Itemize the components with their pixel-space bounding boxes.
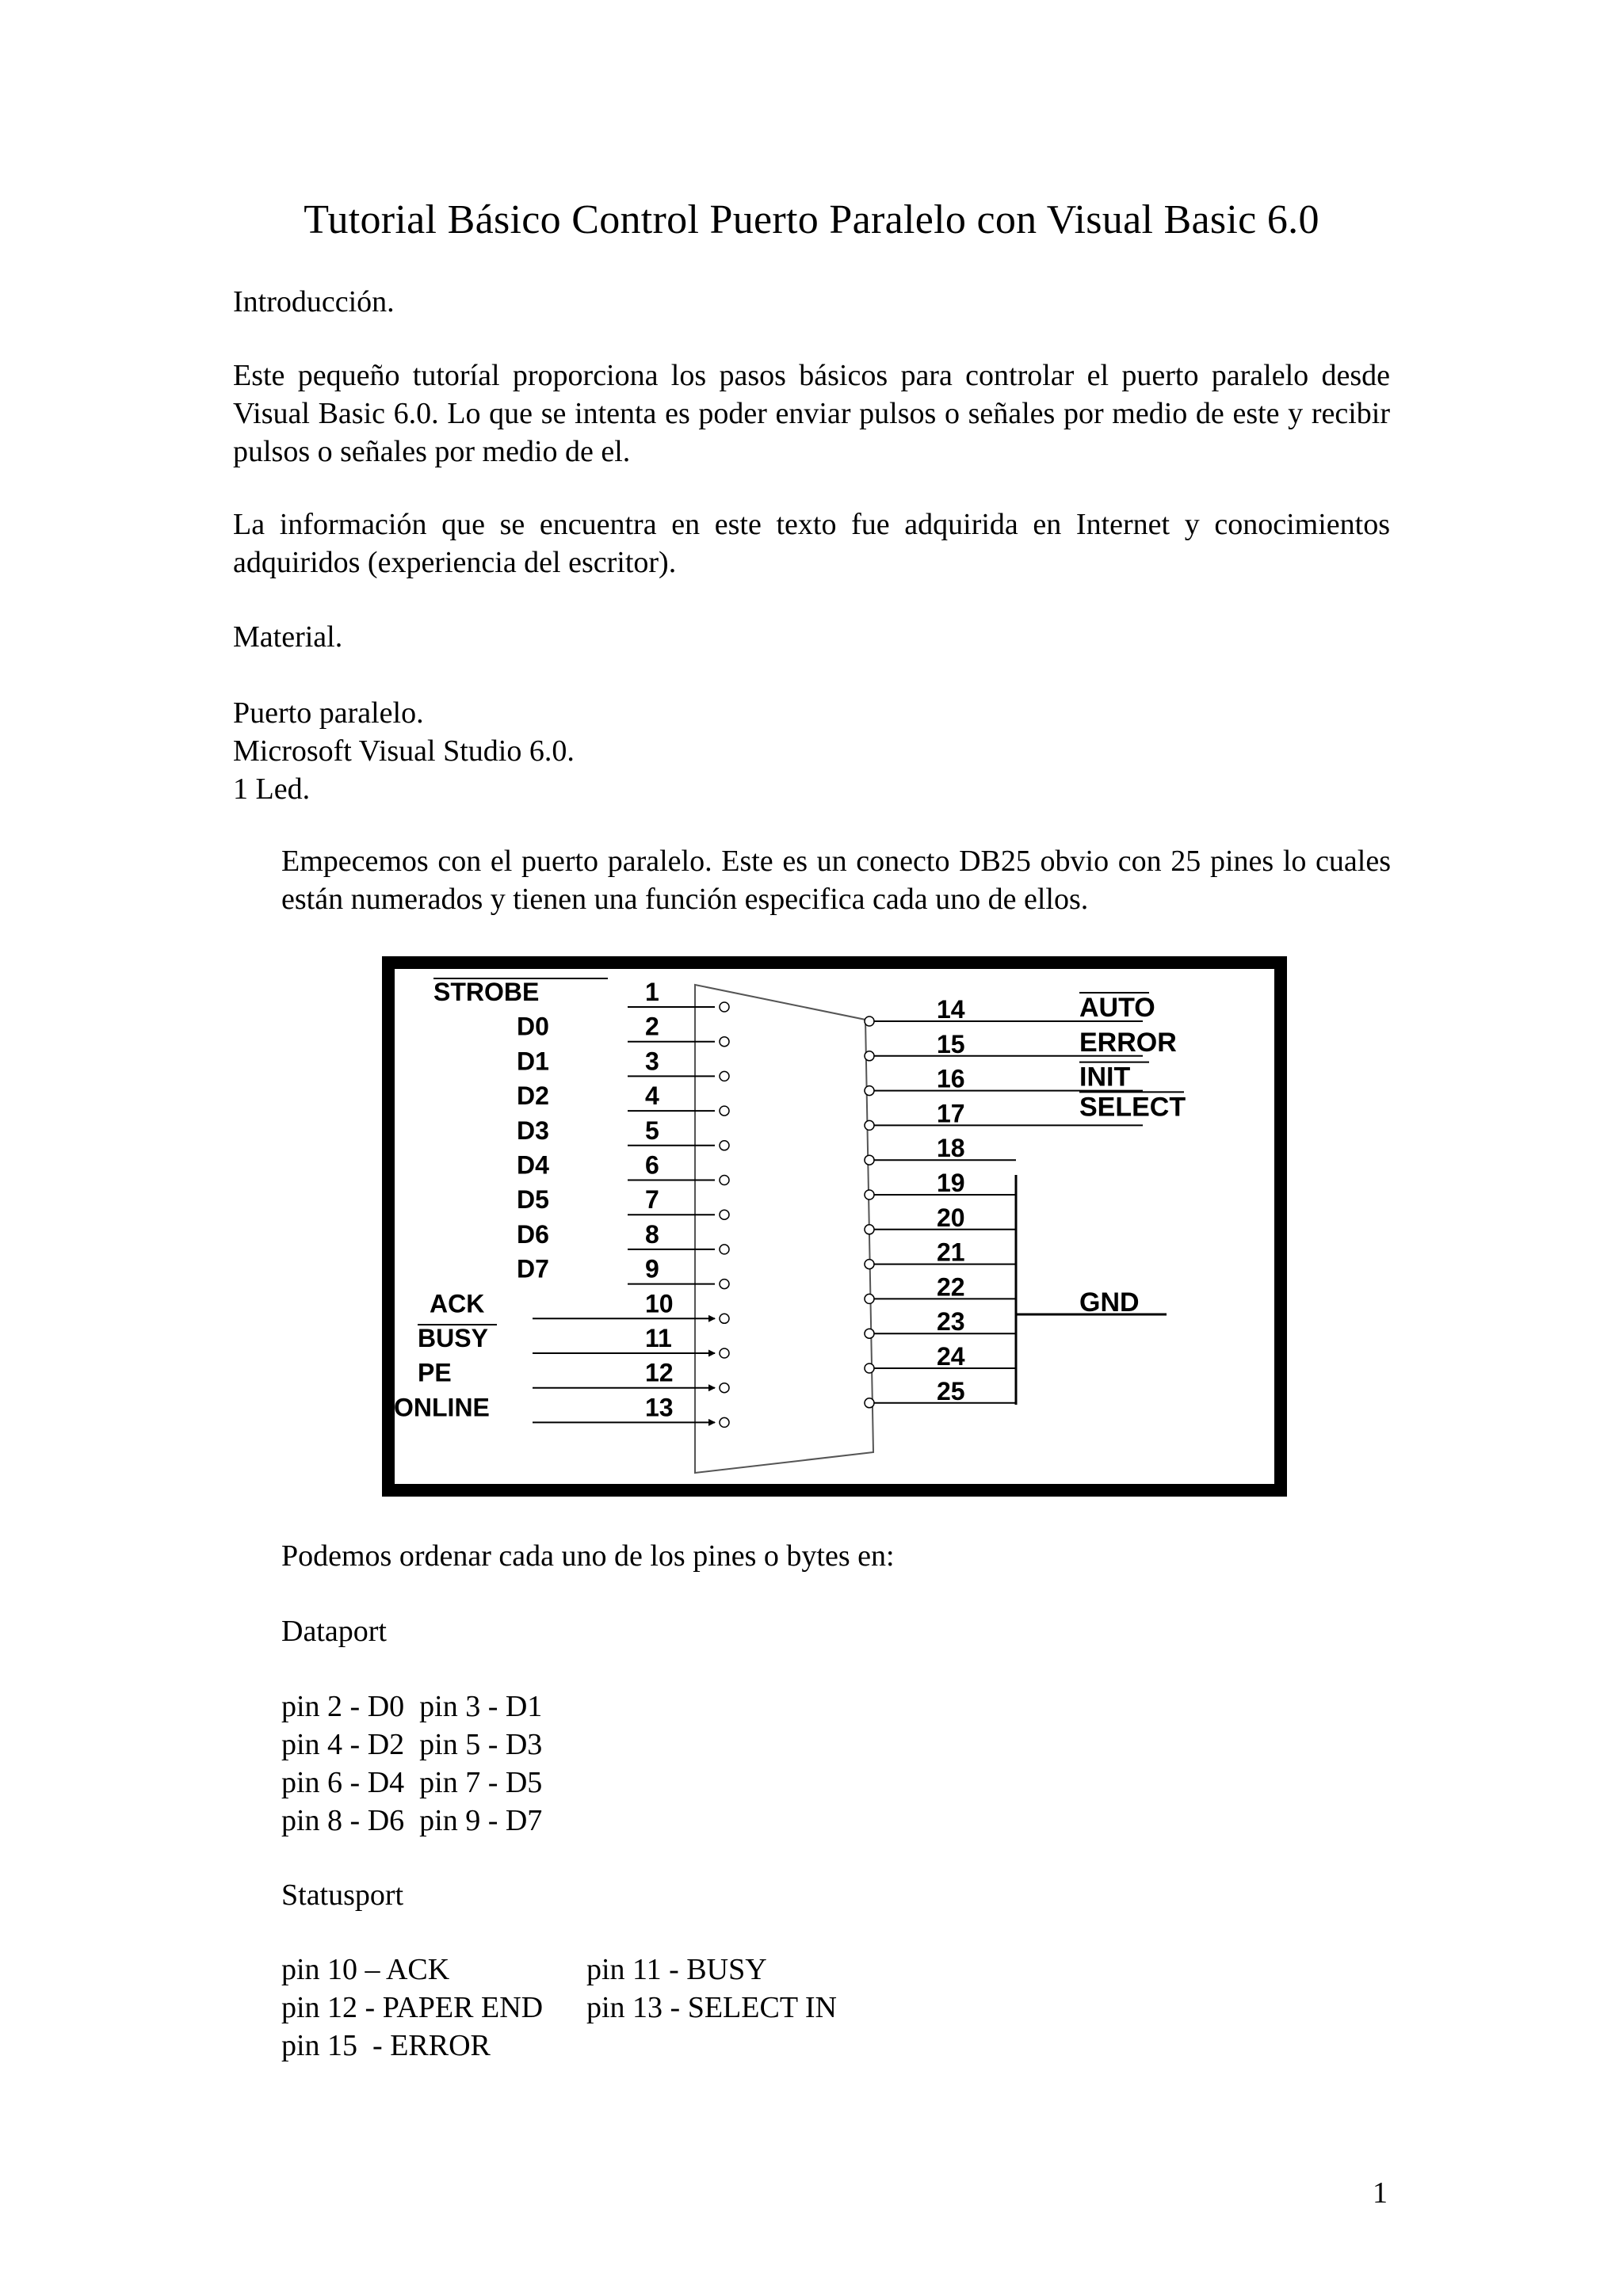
pin-contact (720, 1071, 729, 1081)
material-item: Puerto paralelo. (233, 696, 424, 730)
left-pin-number: 12 (645, 1358, 674, 1387)
left-pin-number: 5 (645, 1116, 659, 1145)
port-paragraph: Empecemos con el puerto paralelo. Este es un conecto DB25 obvio con 25 pines lo cuales están numerados y tienen una función especifica cada uno de ellos. (281, 845, 1391, 916)
left-pin-number: 8 (645, 1219, 659, 1249)
status-cell: pin 10 – ACK (281, 1953, 450, 1986)
left-pin-number: 10 (645, 1289, 674, 1318)
pin-contact (865, 1260, 874, 1269)
pin-contact (865, 1086, 874, 1096)
left-signal-label: D1 (517, 1047, 549, 1076)
dataport-line: pin 6 - D4 pin 7 - D5 (281, 1766, 543, 1799)
right-pin-number: 16 (937, 1064, 965, 1093)
pin-contact (865, 1329, 874, 1338)
table-row (281, 2027, 837, 2065)
right-pin-number: 21 (937, 1238, 965, 1267)
left-signal-label: D0 (517, 1012, 549, 1041)
right-signal-label: SELECT (1079, 1092, 1186, 1123)
pin-contact (865, 1363, 874, 1373)
right-signal-label: ERROR (1079, 1027, 1177, 1058)
right-pin-number: 18 (937, 1134, 965, 1163)
right-signal-label: INIT (1079, 1062, 1131, 1093)
left-signal-label: D4 (517, 1150, 549, 1180)
left-signal-label: ONLINE (394, 1393, 490, 1422)
pin-contact (865, 1398, 874, 1408)
right-pin-number: 24 (937, 1342, 965, 1371)
pin-contact (720, 1106, 729, 1116)
right-signal-label: AUTO (1079, 993, 1155, 1023)
db25-connector-diagram (382, 956, 1287, 1497)
right-pin-number: 17 (937, 1099, 965, 1128)
status-cell (586, 2027, 837, 2065)
pin-contact (865, 1155, 874, 1165)
pin-contact (865, 1294, 874, 1303)
left-pin-number: 4 (645, 1081, 659, 1111)
pin-contact (865, 1016, 874, 1026)
right-pin-number: 25 (937, 1376, 965, 1405)
page-number: 1 (1373, 2176, 1388, 2210)
material-item: Microsoft Visual Studio 6.0. (233, 734, 575, 768)
statusport-table (281, 1951, 837, 2065)
pin-contact (720, 1141, 729, 1150)
material-item: 1 Led. (233, 772, 311, 806)
intro-heading: Introducción. (233, 285, 395, 318)
order-intro: Podemos ordenar cada uno de los pines o bytes en: (281, 1539, 895, 1573)
left-signal-label: PE (418, 1358, 452, 1387)
pin-contact (720, 1176, 729, 1185)
table-row (281, 1951, 837, 1989)
page-title: Tutorial Básico Control Puerto Paralelo con Visual Basic 6.0 (304, 197, 1319, 242)
pin-contact (865, 1190, 874, 1199)
right-pin-number: 15 (937, 1029, 965, 1058)
left-pin-number: 3 (645, 1047, 659, 1076)
statusport-heading: Statusport (281, 1878, 404, 1912)
left-pin-number: 6 (645, 1150, 659, 1180)
left-pin-number: 13 (645, 1393, 674, 1422)
left-pin-number: 7 (645, 1185, 659, 1215)
right-pin-number: 22 (937, 1272, 965, 1302)
left-signal-label: D6 (517, 1219, 549, 1249)
left-signal-label: D7 (517, 1254, 549, 1283)
dataport-line: pin 2 - D0 pin 3 - D1 (281, 1690, 543, 1723)
left-pin-number: 2 (645, 1012, 659, 1041)
right-pin-number: 14 (937, 995, 965, 1024)
pin-contact (865, 1051, 874, 1061)
pin-contact (720, 1210, 729, 1219)
pin-contact (720, 1314, 729, 1323)
status-cell: pin 11 - BUSY (586, 1953, 767, 1986)
intro-paragraph: Este pequeño tutoríal proporciona los pasos básicos para controlar el puerto paralelo desde Visual Basic 6.0. Lo que se intenta es poder enviar pulsos o señales por medio de este y recibir pulsos o señales por medio de el. (233, 359, 1390, 468)
left-pin-number: 9 (645, 1254, 659, 1283)
left-signal-label: D2 (517, 1081, 549, 1111)
pin-contact (720, 1037, 729, 1047)
status-cell: pin 13 - SELECT IN (586, 1991, 837, 2024)
pin-contact (720, 1280, 729, 1289)
pin-contact (720, 1417, 729, 1427)
pin-contact (865, 1225, 874, 1234)
left-pin-number: 1 (645, 978, 659, 1006)
left-signal-label: D3 (517, 1116, 549, 1145)
dataport-line: pin 8 - D6 pin 9 - D7 (281, 1804, 543, 1837)
dataport-line: pin 4 - D2 pin 5 - D3 (281, 1728, 543, 1761)
right-pin-number: 23 (937, 1307, 965, 1337)
pin-contact (720, 1383, 729, 1393)
right-pin-number: 19 (937, 1169, 965, 1197)
table-row (281, 1989, 837, 2027)
pin-contact (720, 1002, 729, 1012)
dataport-heading: Dataport (281, 1615, 387, 1648)
left-signal-label: STROBE (433, 978, 540, 1006)
pin-contact (865, 1120, 874, 1130)
left-signal-label: BUSY (418, 1324, 488, 1352)
material-heading: Material. (233, 620, 343, 654)
gnd-label: GND (1079, 1287, 1140, 1318)
left-pin-number: 11 (645, 1324, 672, 1352)
material-list (233, 694, 575, 808)
dataport-list (281, 1688, 542, 1840)
left-signal-label: D5 (517, 1185, 549, 1215)
status-cell: pin 12 - PAPER END (281, 1991, 544, 2024)
info-paragraph: La información que se encuentra en este texto fue adquirida en Internet y conocimientos adquiridos (experiencia del escritor). (233, 508, 1390, 579)
status-cell: pin 15 - ERROR (281, 2029, 491, 2062)
pin-contact (720, 1348, 729, 1358)
right-pin-number: 20 (937, 1203, 965, 1232)
pin-contact (720, 1245, 729, 1254)
left-signal-label: ACK (430, 1289, 485, 1318)
